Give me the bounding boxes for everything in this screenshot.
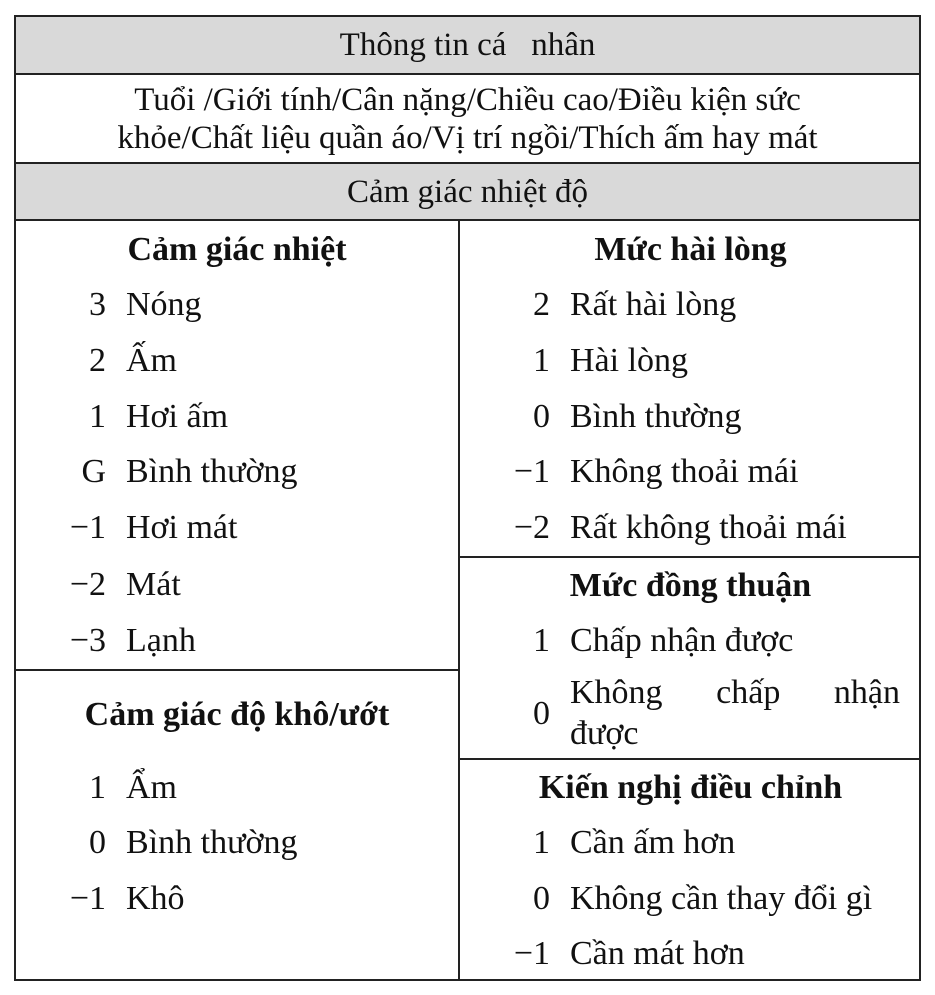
list-item: [460, 934, 921, 974]
list-item: [460, 823, 921, 863]
scale-code: 2: [533, 286, 550, 323]
scale-label: Hơi ấm: [126, 398, 229, 435]
scale-label: Ấm: [126, 342, 177, 379]
attributes-line-1: Tuổi /Giới tính/Cân nặng/Chiều cao/Điều kiện sức: [134, 81, 801, 118]
scale-label: Ẩm: [126, 769, 177, 806]
thermal-sensation-heading: Cảm giác nhiệt: [127, 231, 347, 268]
list-item: [16, 341, 458, 381]
list-item: [460, 508, 921, 548]
list-item: [16, 565, 458, 605]
humidity-sensation-heading: Cảm giác độ khô/ướt: [84, 696, 390, 733]
scale-code: 1: [89, 769, 106, 806]
list-item: [16, 879, 458, 919]
scale-label: Hơi mát: [126, 509, 238, 546]
thermal-survey-table: [14, 15, 921, 981]
scale-code: 0: [89, 824, 106, 861]
scale-code: −1: [69, 509, 106, 546]
scale-code: 1: [533, 824, 550, 861]
scale-code: 3: [89, 286, 106, 323]
word: chấp: [716, 674, 781, 711]
right-section-divider-1: [460, 556, 919, 558]
list-item: [16, 508, 458, 548]
personal-info-header: [16, 17, 919, 75]
scale-code: 1: [89, 398, 106, 435]
label-line-2: được: [570, 715, 639, 752]
right-section-divider-2: [460, 758, 919, 760]
scale-code: 0: [533, 880, 550, 917]
word: Không: [570, 674, 663, 711]
attributes-line-2: khỏe/Chất liệu quần áo/Vị trí ngồi/Thích ấm hay mát: [117, 119, 818, 156]
left-section-divider: [16, 669, 458, 671]
scale-label: Khô: [126, 880, 185, 917]
list-item: [16, 823, 458, 863]
scale-label: Bình thường: [570, 398, 742, 435]
word: nhận: [833, 674, 900, 711]
scale-code: −3: [69, 622, 106, 659]
scale-label: Bình thường: [126, 824, 298, 861]
label-line-1: [570, 672, 900, 713]
list-item: [16, 285, 458, 325]
scale-code: 2: [89, 342, 106, 379]
scale-code: −2: [513, 509, 550, 546]
temperature-sensation-header: [16, 164, 919, 221]
list-item: [16, 452, 458, 492]
scale-code: 0: [533, 398, 550, 435]
list-item: [460, 452, 921, 492]
scale-code: −1: [513, 453, 550, 490]
scale-code: −2: [69, 566, 106, 603]
satisfaction-heading: Mức hài lòng: [594, 231, 787, 268]
scale-code: 1: [533, 342, 550, 379]
scale-label: Rất hài lòng: [570, 286, 737, 323]
scale-label: Không cần thay đổi gì: [570, 880, 873, 917]
scale-label: Cần ấm hơn: [570, 824, 736, 861]
list-item: [16, 621, 458, 661]
scale-label: Lạnh: [126, 622, 196, 659]
list-item: [460, 341, 921, 381]
scale-label: Không thoải mái: [570, 453, 799, 490]
personal-info-title: Thông tin cá nhân: [339, 27, 596, 63]
scale-code: 0: [533, 695, 550, 732]
personal-info-attributes: [16, 75, 919, 164]
scale-label: Nóng: [126, 286, 202, 323]
scale-code: −1: [69, 880, 106, 917]
scale-code: −1: [513, 935, 550, 972]
list-item: [460, 397, 921, 437]
temperature-sensation-title: Cảm giác nhiệt độ: [346, 173, 589, 210]
scale-label: Hài lòng: [570, 342, 689, 379]
scale-label-multiline: [570, 672, 900, 754]
scale-label: Bình thường: [126, 453, 298, 490]
list-item: [16, 768, 458, 808]
scale-label: Rất không thoải mái: [570, 509, 847, 546]
list-item: [460, 621, 921, 661]
scale-code: 1: [533, 622, 550, 659]
adjustment-heading: Kiến nghị điều chỉnh: [538, 769, 843, 806]
scale-label: Mát: [126, 566, 181, 603]
list-item: [16, 397, 458, 437]
scale-label: Chấp nhận được: [570, 622, 794, 659]
scale-label: Cần mát hơn: [570, 935, 745, 972]
list-item: [460, 879, 921, 919]
acceptance-heading: Mức đồng thuận: [569, 567, 812, 604]
scale-code: G: [81, 453, 106, 490]
list-item: [460, 285, 921, 325]
